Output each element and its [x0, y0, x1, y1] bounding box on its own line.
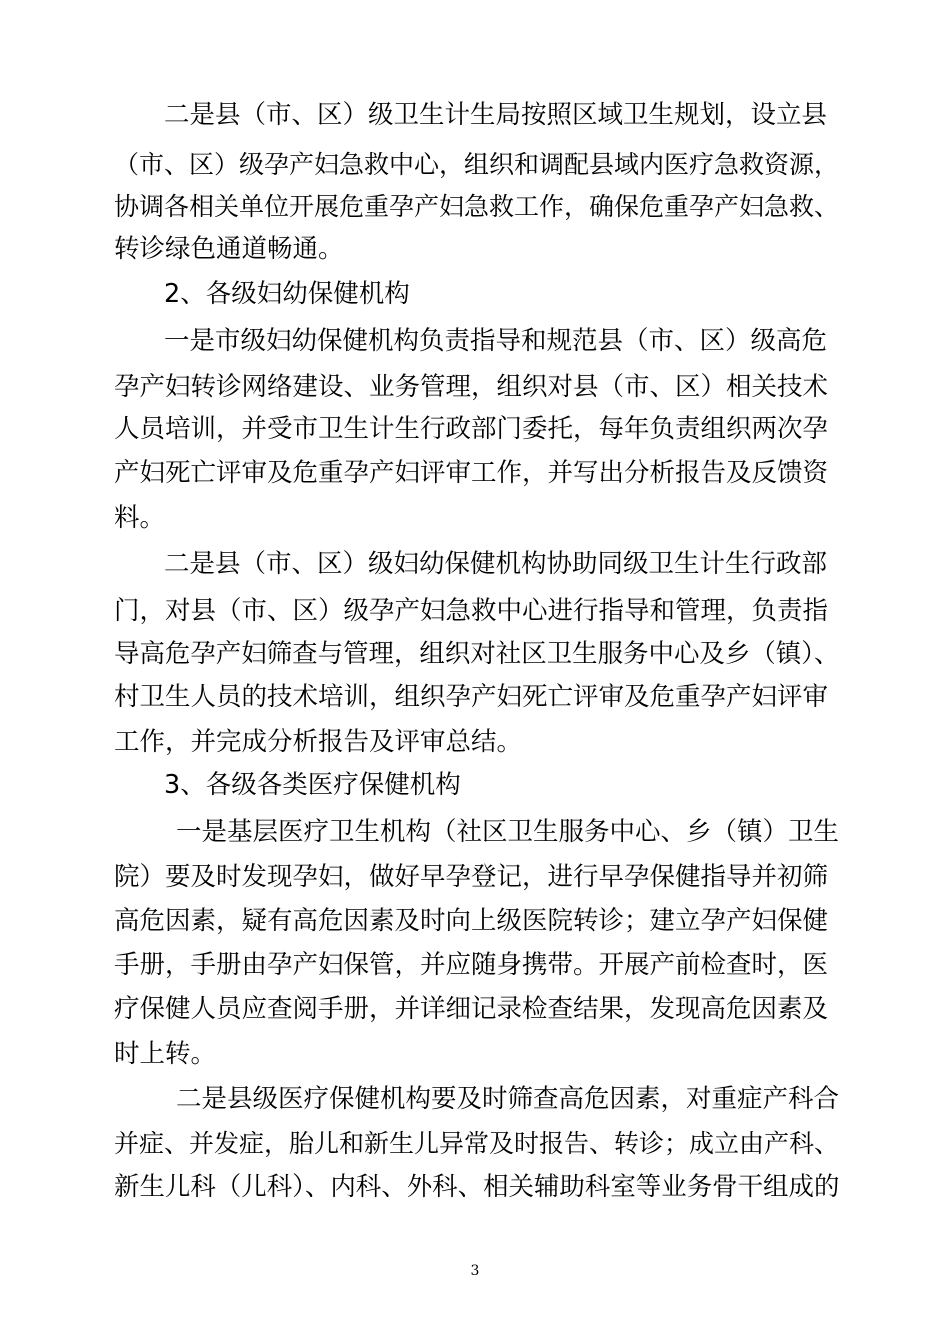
text-line: 协调各相关单位开展危重孕产妇急救工作，确保危重孕产妇急救、 — [114, 192, 840, 221]
text-line: 新生儿科（儿科）、内科、外科、相关辅助科室等业务骨干组成的 — [114, 1172, 840, 1202]
text-line: 手册，手册由孕产妇保管，并应随身携带。开展产前检查时，医 — [114, 950, 829, 980]
text-line: 门，对县（市、区）级孕产妇急救中心进行指导和管理，负责指 — [114, 596, 829, 626]
text-line: 院）要及时发现孕妇，做好早孕登记，进行早孕保健指导并初筛 — [114, 862, 829, 892]
text-line: 二是县（市、区）级卫生计生局按照区域卫生规划，设立县 — [164, 100, 828, 130]
text-line: 疗保健人员应查阅手册，并详细记录检查结果，发现高危因素及 — [114, 994, 829, 1024]
text-line: 产妇死亡评审及危重孕产妇评审工作，并写出分析报告及反馈资 — [114, 458, 829, 488]
text-line: 村卫生人员的技术培训，组织孕产妇死亡评审及危重孕产妇评审 — [114, 682, 829, 712]
text-line: 一是基层医疗卫生机构（社区卫生服务中心、乡（镇）卫生 — [176, 817, 840, 847]
text-line: 二是县级医疗保健机构要及时筛查高危因素，对重症产科合 — [176, 1084, 840, 1114]
text-line: 二是县（市、区）级妇幼保健机构协助同级卫生计生行政部 — [164, 549, 828, 579]
text-line: 料。 — [114, 503, 166, 533]
text-line: 转诊绿色通道畅通。 — [114, 234, 344, 264]
text-line: 孕产妇转诊网络建设、业务管理，组织对县（市、区）相关技术 — [114, 372, 829, 402]
page-number: 3 — [470, 1263, 480, 1279]
text-line: 高危因素，疑有高危因素及时向上级医院转诊；建立孕产妇保健 — [114, 906, 829, 936]
text-line: 工作，并完成分析报告及评审总结。 — [114, 727, 523, 757]
text-line: 并症、并发症，胎儿和新生儿异常及时报告、转诊；成立由产科、 — [114, 1129, 840, 1158]
text-line: （市、区）级孕产妇急救中心，组织和调配县域内医疗急救资源， — [114, 150, 840, 179]
text-line: 导高危孕产妇筛查与管理，组织对社区卫生服务中心及乡（镇）、 — [114, 639, 840, 669]
section-heading: 2、各级妇幼保健机构 — [164, 279, 410, 309]
text-line: 一是市级妇幼保健机构负责指导和规范县（市、区）级高危 — [164, 326, 828, 356]
text-line: 时上转。 — [114, 1039, 217, 1069]
section-heading: 3、各级各类医疗保健机构 — [164, 770, 461, 800]
text-line: 人员培训，并受市卫生计生行政部门委托，每年负责组织两次孕 — [114, 414, 829, 444]
